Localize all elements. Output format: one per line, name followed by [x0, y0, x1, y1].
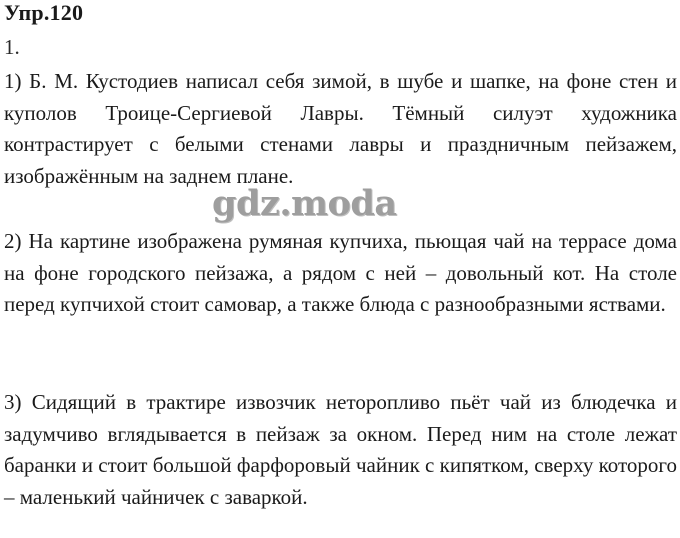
- paragraph-2: 2) На картине изображена румяная купчиха, пьющая чай на террасе дома на фоне городского пейзажа, а рядом с ней – довольный кот. На столе перед купчихой стоит самовар, а также блюда с разнообразными яствами.: [4, 229, 677, 316]
- watermark-logo: gdz.moda: [212, 183, 397, 224]
- section-number: 1.: [4, 35, 20, 59]
- exercise-title: Упр.120: [4, 0, 84, 25]
- paragraph-3: 3) Сидящий в трактире извозчик неторопливо пьёт чай из блюдечка и задумчиво вглядывается в пейзаж за окном. Перед ним на столе лежат баранки и стоит большой фарфоровый чайник с кипятком, сверху которого – маленький чайничек с заваркой.: [4, 390, 677, 509]
- paragraph-1: 1) Б. М. Кустодиев написал себя зимой, в шубе и шапке, на фоне стен и куполов Троице-Сергиевой Лавры. Тёмный силуэт художника контрастирует с белыми стенами лавры и праздничным пейзажем, изображённым на заднем плане.: [4, 69, 677, 188]
